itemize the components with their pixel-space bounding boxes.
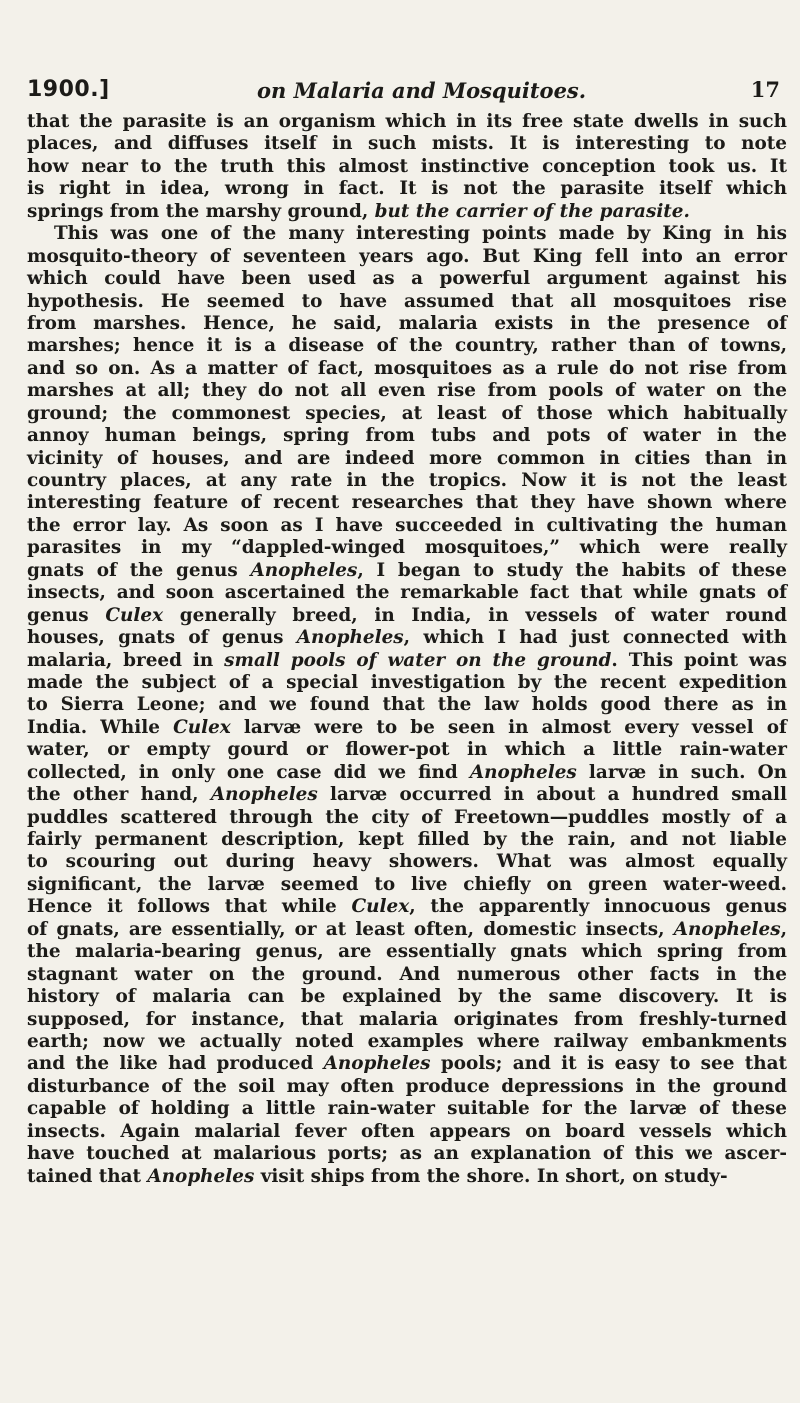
text-line: malaria, breed in small pools of water on the ground. This point was bbox=[27, 649, 787, 671]
text-line: marshes; hence it is a disease of the country, rather than of towns, bbox=[27, 335, 787, 357]
text-line: which could have been used as a powerful argument against his bbox=[27, 268, 787, 290]
text-line: insects. Again malarial fever often appears on board vessels which bbox=[27, 1120, 787, 1142]
text-line: to scouring out during heavy showers. What was almost equally bbox=[27, 851, 787, 873]
text-line: and the like had produced Anopheles pools; and it is easy to see that bbox=[27, 1053, 787, 1075]
text-line: This was one of the many interesting points made by King in his bbox=[54, 223, 787, 245]
text-line: interesting feature of recent researches that they have shown where bbox=[27, 492, 787, 514]
running-head-year: 1900.] bbox=[27, 77, 110, 102]
text-line: of gnats, are essentially, or at least often, domestic insects, Anopheles, bbox=[27, 918, 787, 940]
text-line: mosquito-theory of seventeen years ago. But King fell into an error bbox=[27, 245, 787, 267]
text-line: genus Culex generally breed, in India, in vessels of water round bbox=[27, 604, 788, 626]
page-number: 17 bbox=[750, 77, 780, 102]
text-line: collected, in only one case did we find Anopheles larvæ in such. On bbox=[27, 761, 787, 783]
text-line: ground; the commonest species, at least of those which habitually bbox=[27, 402, 787, 424]
text-line: and so on. As a matter of fact, mosquitoes as a rule do not rise from bbox=[27, 357, 787, 379]
text-line: parasites in my “dappled-winged mosquitoes,” which were really bbox=[27, 537, 787, 559]
running-head bbox=[27, 77, 780, 113]
text-line: puddles scattered through the city of Freetown—puddles mostly of a bbox=[27, 806, 787, 828]
text-line: earth; now we actually noted examples where railway embankments bbox=[27, 1030, 787, 1052]
running-head-title: on Malaria and Mosquitoes. bbox=[257, 78, 587, 103]
text-line: from marshes. Hence, he said, malaria exists in the presence of bbox=[27, 312, 787, 334]
text-line: fairly permanent description, kept filled by the rain, and not liable bbox=[27, 829, 787, 850]
text-line: disturbance of the soil may often produce depressions in the ground bbox=[27, 1075, 787, 1097]
text-line: how near to the truth this almost instinctive conception took us. It bbox=[27, 155, 787, 177]
text-line: insects, and soon ascertained the remarkable fact that while gnats of bbox=[27, 582, 787, 604]
text-line: annoy human beings, spring from tubs and pots of water in the bbox=[27, 425, 787, 447]
text-line: made the subject of a special investigation by the recent expedition bbox=[27, 671, 787, 693]
text-line: country places, at any rate in the tropics. Now it is not the least bbox=[27, 470, 787, 491]
text-line: India. While Culex larvæ were to be seen in almost every vessel of bbox=[27, 716, 787, 738]
text-line: is right in idea, wrong in fact. It is not the parasite itself which bbox=[27, 178, 787, 200]
text-line: that the parasite is an organism which in its free state dwells in such bbox=[27, 111, 787, 132]
text-line: the malaria-bearing genus, are essentially gnats which spring from bbox=[27, 941, 787, 963]
text-line: capable of holding a little rain-water suitable for the larvæ of these bbox=[27, 1098, 787, 1120]
text-line: marshes at all; they do not all even rise from pools of water on the bbox=[27, 380, 787, 402]
text-line: springs from the marshy ground, but the carrier of the parasite. bbox=[27, 200, 690, 222]
text-line: Hence it follows that while Culex, the apparently innocuous genus bbox=[27, 896, 787, 918]
body-text bbox=[27, 111, 787, 1188]
text-line: supposed, for instance, that malaria originates from freshly-turned bbox=[27, 1008, 787, 1030]
text-line: water, or empty gourd or flower-pot in which a little rain-water bbox=[27, 739, 787, 761]
text-line: gnats of the genus Anopheles, I began to study the habits of these bbox=[27, 559, 787, 581]
text-line: to Sierra Leone; and we found that the law holds good there as in bbox=[27, 694, 787, 716]
text-line: tained that Anopheles visit ships from the shore. In short, on study- bbox=[27, 1165, 728, 1187]
text-line: the other hand, Anopheles larvæ occurred in about a hundred small bbox=[27, 784, 787, 806]
text-line: houses, gnats of genus Anopheles, which I had just connected with bbox=[27, 627, 787, 649]
text-line: have touched at malarious ports; as an explanation of this we ascer- bbox=[27, 1143, 787, 1165]
text-line: stagnant water on the ground. And numerous other facts in the bbox=[27, 963, 787, 985]
text-line: hypothesis. He seemed to have assumed that all mosquitoes rise bbox=[27, 290, 787, 312]
text-line: vicinity of houses, and are indeed more common in cities than in bbox=[27, 447, 787, 469]
text-line: places, and diffuses itself in such mists. It is interesting to note bbox=[27, 133, 787, 155]
text-line: history of malaria can be explained by the same discovery. It is bbox=[27, 986, 787, 1008]
text-line: the error lay. As soon as I have succeeded in cultivating the human bbox=[27, 514, 787, 536]
text-line: significant, the larvæ seemed to live chiefly on green water-weed. bbox=[27, 873, 787, 895]
